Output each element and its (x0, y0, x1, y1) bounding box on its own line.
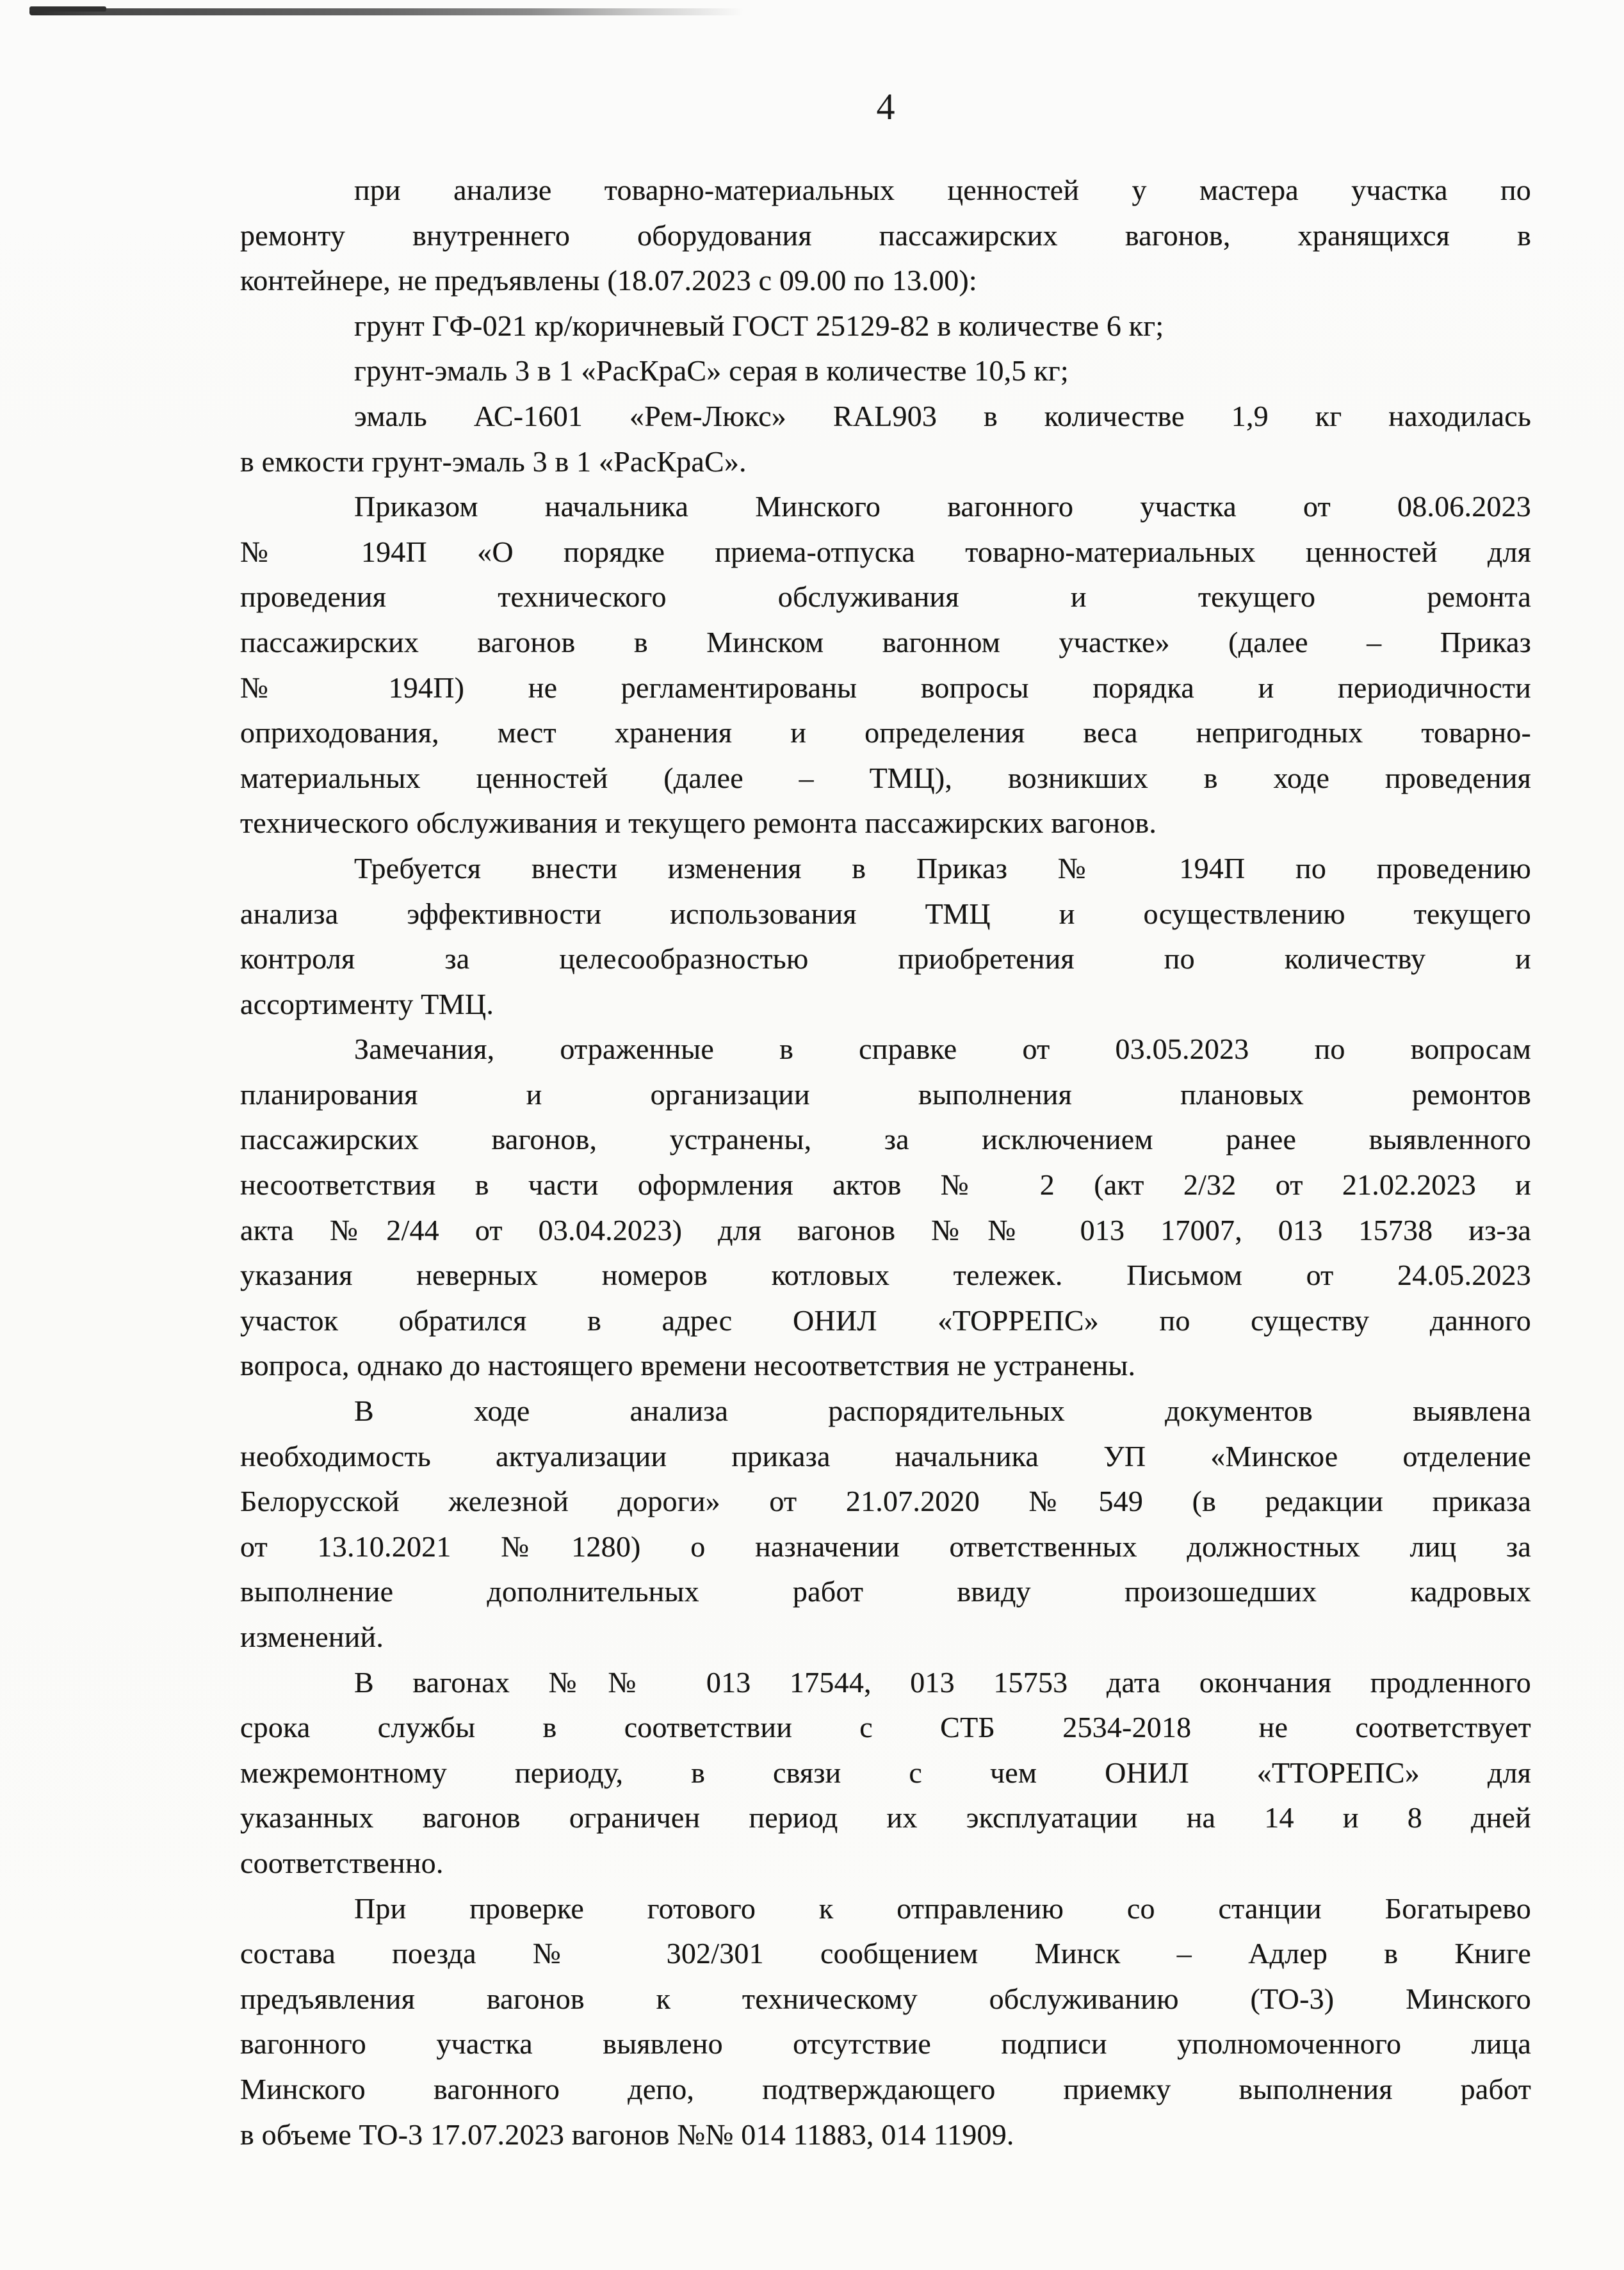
text-line: акта №2/44 от 03.04.2023) для вагонов №№ 013 17007, 013 15738 из-за (240, 1213, 1531, 1246)
scan-artifact-line (29, 8, 743, 15)
text-line: несоответствия в части оформления актов № 2 (акт 2/32 от 21.02.2023 и (240, 1168, 1531, 1202)
text-line: ремонту внутреннего оборудования пассажирских вагонов, хранящихся в (240, 218, 1531, 252)
text-line: пассажирских вагонов, устранены, за исключением ранее выявленного (240, 1123, 1531, 1156)
text-line: вагонного участка выявлено отсутствие подписи уполномоченного лица (240, 2027, 1531, 2061)
text-line: предъявления вагонов к техническому обслуживанию (ТО-3) Минского (240, 1982, 1531, 2015)
text-line: соответственно. (240, 1846, 444, 1879)
text-line: контейнере, не предъявлены (18.07.2023 с 09.00 по 13.00): (240, 264, 977, 297)
text-line: указанных вагонов ограничен период их эксплуатации на 14 и 8 дней (240, 1801, 1531, 1834)
text-line: технического обслуживания и текущего ремонта пассажирских вагонов. (240, 806, 1157, 840)
text-line: оприходования, мест хранения и определения веса непригодных товарно- (240, 716, 1531, 749)
text-line: в емкости грунт-эмаль 3 в 1 «РасКраС». (240, 445, 747, 478)
text-line: материальных ценностей (далее – ТМЦ), возникших в ходе проведения (240, 761, 1531, 794)
text-line: изменений. (240, 1621, 384, 1653)
text-line: эмаль АС-1601 «Рем-Люкс» RAL903 в количестве 1,9 кг находилась (354, 399, 1531, 432)
text-line: участок обратился в адрес ОНИЛ «ТОРРЕПС» по существу данного (240, 1303, 1531, 1337)
text-line: при анализе товарно-материальных ценностей у мастера участка по (354, 174, 1531, 206)
text-line: межремонтному периоду, в связи с чем ОНИЛ «ТТОРЕПС» для (240, 1756, 1531, 1789)
text-line: № 194П) не регламентированы вопросы порядка и периодичности (240, 671, 1531, 704)
text-line: Минского вагонного депо, подтверждающего приемку выполнения работ (240, 2072, 1531, 2105)
text-line: планирования и организации выполнения плановых ремонтов (240, 1077, 1531, 1111)
text-line: Приказом начальника Минского вагонного участка от 08.06.2023 (354, 490, 1531, 523)
text-line: грунт ГФ-021 кр/коричневый ГОСТ 25129-82 в количестве 6 кг; (354, 309, 1164, 342)
text-line: пассажирских вагонов в Минском вагонном участке» (далее – Приказ (240, 625, 1531, 658)
text-line: При проверке готового к отправлению со станции Богатырево (354, 1891, 1531, 1925)
text-line: анализа эффективности использования ТМЦ и осуществлению текущего (240, 897, 1531, 930)
document-body (240, 168, 1531, 2157)
text-line: Требуется внести изменения в Приказ № 194П по проведению (354, 851, 1531, 885)
text-line: в объеме ТО-3 17.07.2023 вагонов №№ 014 11883, 014 11909. (240, 2118, 1014, 2151)
text-line: вопроса, однако до настоящего времени несоответствия не устранены. (240, 1349, 1136, 1382)
text-line: состава поезда № 302/301 сообщением Минск – Адлер в Книге (240, 1937, 1531, 1970)
text-line: от 13.10.2021 №1280) о назначении ответственных должностных лиц за (240, 1530, 1531, 1563)
text-line: Замечания, отраженные в справке от 03.05.2023 по вопросам (354, 1033, 1531, 1066)
text-line: № 194П «О порядке приема-отпуска товарно-материальных ценностей для (240, 535, 1531, 568)
text-line: выполнение дополнительных работ ввиду произошедших кадровых (240, 1575, 1531, 1608)
text-line: грунт-эмаль 3 в 1 «РасКраС» серая в количестве 10,5 кг; (354, 354, 1069, 388)
text-line: В ходе анализа распорядительных документов выявлена (354, 1394, 1531, 1428)
text-line: Белорусской железной дороги» от 21.07.2020 №549 (в редакции приказа (240, 1485, 1531, 1518)
text-line: ассортименту ТМЦ. (240, 987, 494, 1020)
page-number: 4 (876, 86, 895, 127)
text-line: В вагонах №№ 013 17544, 013 15753 дата окончания продленного (354, 1665, 1531, 1699)
text-line: срока службы в соответствии с СТБ 2534-2018 не соответствует (240, 1711, 1531, 1744)
text-line: контроля за целесообразностью приобретения по количеству и (240, 942, 1531, 976)
text-line: проведения технического обслуживания и текущего ремонта (240, 580, 1531, 614)
text-line: необходимость актуализации приказа начальника УП «Минское отделение (240, 1439, 1531, 1473)
text-line: указания неверных номеров котловых тележек. Письмом от 24.05.2023 (240, 1259, 1531, 1292)
